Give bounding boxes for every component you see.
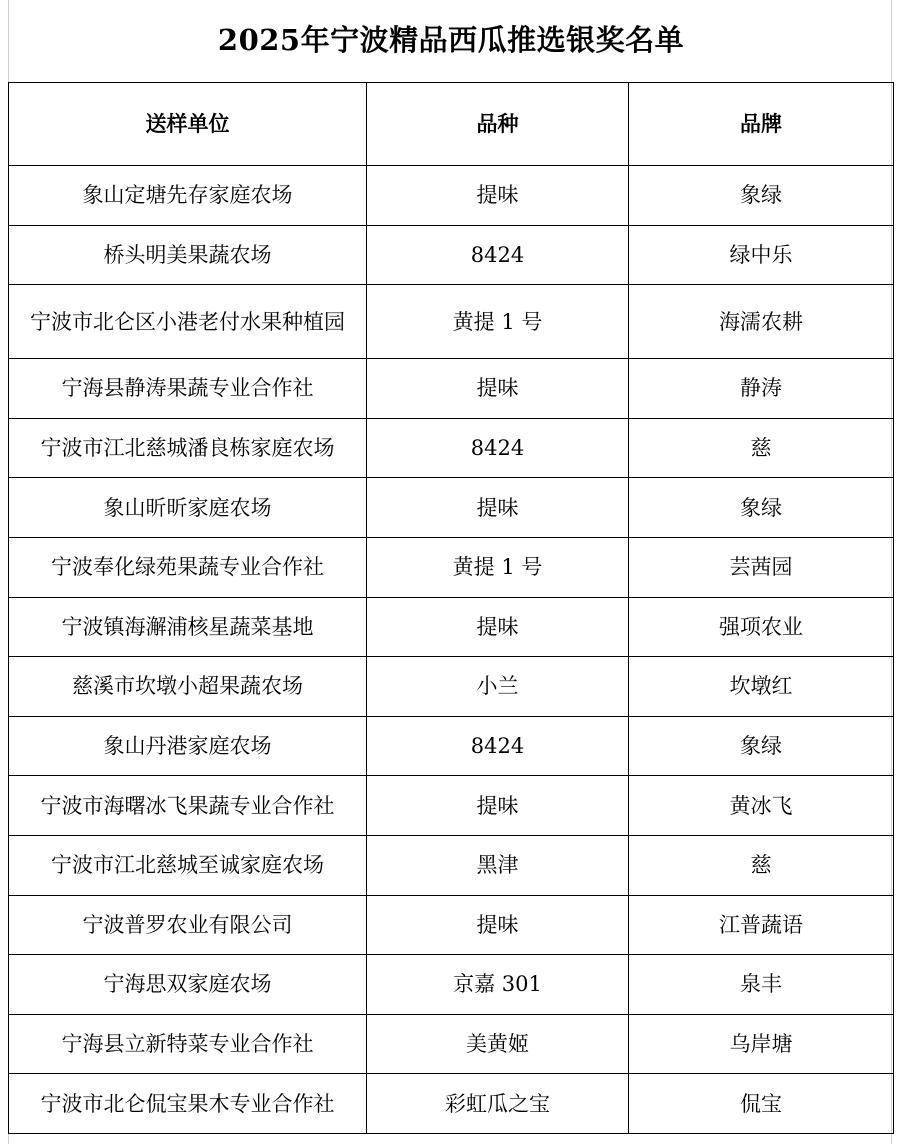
cell-variety: 8424 — [367, 418, 629, 478]
cell-variety: 提味 — [367, 776, 629, 836]
table-row — [9, 166, 894, 226]
page-title: 2025年宁波精品西瓜推选银奖名单 — [217, 23, 685, 57]
cell-unit: 宁波镇海澥浦核星蔬菜基地 — [9, 597, 367, 657]
table-row — [9, 955, 894, 1015]
cell-variety: 提味 — [367, 597, 629, 657]
cell-brand: 慈 — [629, 418, 894, 478]
cell-unit: 宁波市海曙冰飞果蔬专业合作社 — [9, 776, 367, 836]
cell-variety: 提味 — [367, 895, 629, 955]
cell-brand: 海濡农耕 — [629, 285, 894, 359]
cell-brand: 芸茜园 — [629, 537, 894, 597]
table-row — [9, 1074, 894, 1134]
table-row — [9, 835, 894, 895]
table-row — [9, 1014, 894, 1074]
cell-unit: 宁波奉化绿苑果蔬专业合作社 — [9, 537, 367, 597]
cell-unit: 桥头明美果蔬农场 — [9, 225, 367, 285]
cell-unit: 宁波市江北慈城至诚家庭农场 — [9, 835, 367, 895]
table-row — [9, 597, 894, 657]
cell-variety: 8424 — [367, 716, 629, 776]
cell-brand: 坎墩红 — [629, 657, 894, 717]
table-row — [9, 225, 894, 285]
table-row — [9, 285, 894, 359]
header-unit: 送样单位 — [9, 83, 367, 166]
cell-variety: 小兰 — [367, 657, 629, 717]
table-row — [9, 478, 894, 538]
cell-variety: 黄提 1 号 — [367, 537, 629, 597]
cell-unit: 宁波市北仑区小港老付水果种植园 — [9, 285, 367, 359]
cell-unit: 宁波市江北慈城潘良栋家庭农场 — [9, 418, 367, 478]
table-row — [9, 418, 894, 478]
cell-variety: 彩虹瓜之宝 — [367, 1074, 629, 1134]
cell-brand: 江普蔬语 — [629, 895, 894, 955]
cell-unit: 象山昕昕家庭农场 — [9, 478, 367, 538]
cell-brand: 侃宝 — [629, 1074, 894, 1134]
cell-variety: 提味 — [367, 478, 629, 538]
cell-variety: 黄提 1 号 — [367, 285, 629, 359]
cell-brand: 黄冰飞 — [629, 776, 894, 836]
cell-brand: 绿中乐 — [629, 225, 894, 285]
table-row — [9, 537, 894, 597]
cell-unit: 宁海思双家庭农场 — [9, 955, 367, 1015]
cell-unit: 宁波市北仑侃宝果木专业合作社 — [9, 1074, 367, 1134]
cell-unit: 象山定塘先存家庭农场 — [9, 166, 367, 226]
cell-variety: 黑津 — [367, 835, 629, 895]
cell-variety: 京嘉 301 — [367, 955, 629, 1015]
cell-brand: 象绿 — [629, 716, 894, 776]
cell-brand: 慈 — [629, 835, 894, 895]
cell-unit: 宁海县立新特菜专业合作社 — [9, 1014, 367, 1074]
table-row — [9, 895, 894, 955]
cell-brand: 象绿 — [629, 166, 894, 226]
table-row — [9, 359, 894, 419]
table-header-row — [9, 83, 894, 166]
cell-brand: 乌岸塘 — [629, 1014, 894, 1074]
cell-variety: 提味 — [367, 359, 629, 419]
cell-variety: 8424 — [367, 225, 629, 285]
header-brand: 品牌 — [629, 83, 894, 166]
cell-brand: 静涛 — [629, 359, 894, 419]
cell-variety: 提味 — [367, 166, 629, 226]
cell-variety: 美黄姬 — [367, 1014, 629, 1074]
table-row — [9, 657, 894, 717]
award-table — [8, 82, 894, 1134]
cell-brand: 强项农业 — [629, 597, 894, 657]
cell-brand: 泉丰 — [629, 955, 894, 1015]
cell-unit: 宁海县静涛果蔬专业合作社 — [9, 359, 367, 419]
header-variety: 品种 — [367, 83, 629, 166]
cell-brand: 象绿 — [629, 478, 894, 538]
cell-unit: 象山丹港家庭农场 — [9, 716, 367, 776]
cell-unit: 慈溪市坎墩小超果蔬农场 — [9, 657, 367, 717]
table-row — [9, 776, 894, 836]
cell-unit: 宁波普罗农业有限公司 — [9, 895, 367, 955]
table-row — [9, 716, 894, 776]
